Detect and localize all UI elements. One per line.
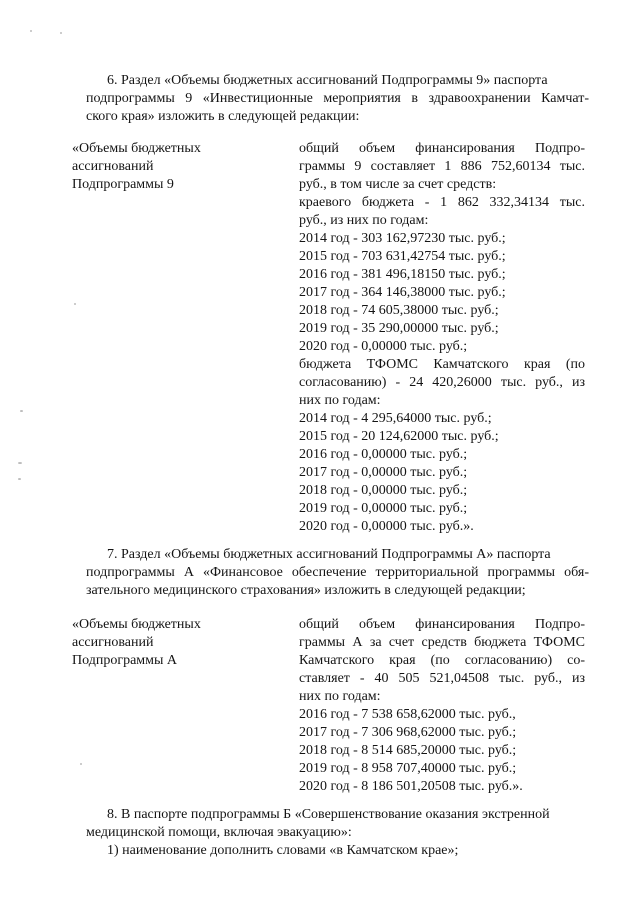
section6-content-line: общий объем финансирования Подпро-: [299, 141, 585, 156]
section7-content-line: граммы А за счет средств бюджета ТФОМС: [299, 635, 585, 650]
section6-label-line-2: ассигнований: [72, 159, 154, 174]
section7-content-line: 2017 год - 7 306 968,62000 тыс. руб.;: [299, 725, 517, 740]
section6-content-line: 2020 год - 0,00000 тыс. руб.;: [299, 339, 468, 354]
section7-content-line: 2019 год - 8 958 707,40000 тыс. руб.;: [299, 761, 517, 776]
section6-content-line: согласованию) - 24 420,26000 тыс. руб., из: [299, 375, 585, 390]
section6-content-line: 2014 год - 303 162,97230 тыс. руб.;: [299, 231, 506, 246]
section6-content-line: краевого бюджета - 1 862 332,34134 тыс.: [299, 195, 585, 210]
section6-intro-line-2: подпрограммы 9 «Инвестиционные мероприятия в здравоохранении Камчат-: [86, 91, 589, 106]
scan-speck: [74, 303, 76, 305]
scan-speck: [80, 763, 82, 765]
section6-content-line: 2016 год - 0,00000 тыс. руб.;: [299, 447, 468, 462]
section7-content-line: 2018 год - 8 514 685,20000 тыс. руб.;: [299, 743, 517, 758]
section7-content-line: ставляет - 40 505 521,04508 тыс. руб., из: [299, 671, 585, 686]
section6-content-line: 2018 год - 74 605,38000 тыс. руб.;: [299, 303, 499, 318]
section6-content-line: 2019 год - 0,00000 тыс. руб.;: [299, 501, 468, 516]
section6-content-line: 2017 год - 0,00000 тыс. руб.;: [299, 465, 468, 480]
section7-intro-line-1: 7. Раздел «Объемы бюджетных ассигнований Подпрограммы А» паспорта: [107, 547, 551, 562]
section6-content-line: них по годам:: [299, 393, 381, 408]
section7-content-line: общий объем финансирования Подпро-: [299, 617, 585, 632]
section6-content-line: граммы 9 составляет 1 886 752,60134 тыс.: [299, 159, 585, 174]
scan-speck: [18, 478, 21, 480]
section6-content-line: бюджета ТФОМС Камчатского края (по: [299, 357, 585, 372]
section6-content-line: 2016 год - 381 496,18150 тыс. руб.;: [299, 267, 506, 282]
section7-content-line: 2016 год - 7 538 658,62000 тыс. руб.,: [299, 707, 516, 722]
section6-content-line: руб., в том числе за счет средств:: [299, 177, 497, 192]
section6-content-line: 2020 год - 0,00000 тыс. руб.».: [299, 519, 474, 534]
section7-content-line: Камчатского края (по согласованию) со-: [299, 653, 585, 668]
scan-speck: [60, 32, 62, 34]
section7-label-line-1: «Объемы бюджетных: [72, 617, 201, 632]
section7-label-line-3: Подпрограммы А: [72, 653, 178, 668]
section6-content-line: руб., из них по годам:: [299, 213, 429, 228]
scan-speck: [18, 462, 22, 464]
section7-intro-line-2: подпрограммы А «Финансовое обеспечение территориальной программы обя-: [86, 565, 589, 580]
section6-content-line: 2017 год - 364 146,38000 тыс. руб.;: [299, 285, 506, 300]
section7-intro-line-3: зательного медицинского страхования» изложить в следующей редакции;: [86, 583, 526, 598]
scan-speck: [30, 30, 32, 32]
section6-content-line: 2018 год - 0,00000 тыс. руб.;: [299, 483, 468, 498]
section6-intro-line-3: ского края» изложить в следующей редакции:: [86, 109, 360, 124]
section6-content-line: 2015 год - 20 124,62000 тыс. руб.;: [299, 429, 499, 444]
section6-content-line: 2014 год - 4 295,64000 тыс. руб.;: [299, 411, 492, 426]
scan-speck: [20, 410, 23, 412]
section6-content-line: 2019 год - 35 290,00000 тыс. руб.;: [299, 321, 499, 336]
section7-content-line: 2020 год - 8 186 501,20508 тыс. руб.».: [299, 779, 523, 794]
section6-intro-line-1: 6. Раздел «Объемы бюджетных ассигнований Подпрограммы 9» паспорта: [107, 73, 548, 88]
section7-content-line: них по годам:: [299, 689, 381, 704]
section8-line-3: 1) наименование дополнить словами «в Камчатском крае»;: [107, 843, 459, 858]
section7-label-line-2: ассигнований: [72, 635, 154, 650]
section6-content-line: 2015 год - 703 631,42754 тыс. руб.;: [299, 249, 506, 264]
section8-line-2: медицинской помощи, включая эвакуацию»:: [86, 825, 352, 840]
section6-label-line-3: Подпрограммы 9: [72, 177, 174, 192]
section8-line-1: 8. В паспорте подпрограммы Б «Совершенствование оказания экстренной: [107, 807, 550, 822]
section6-label-line-1: «Объемы бюджетных: [72, 141, 201, 156]
